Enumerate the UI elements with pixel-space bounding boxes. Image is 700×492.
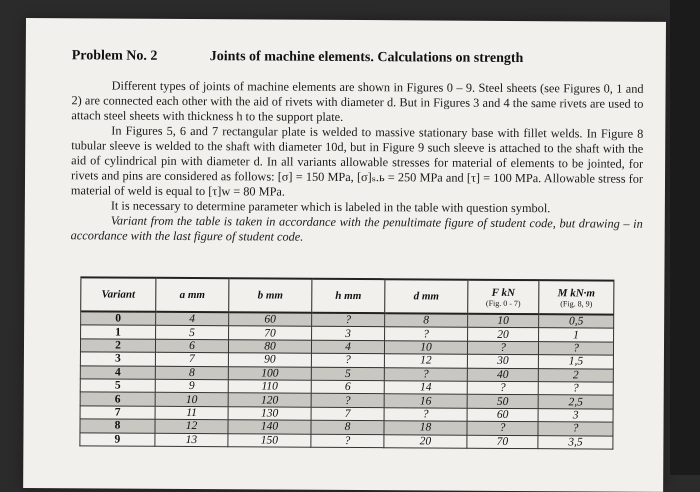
col-f: F kN (Fig. 0 - 7) <box>468 280 539 314</box>
table-cell: 8 <box>80 419 155 433</box>
table-cell: 140 <box>228 420 311 434</box>
problem-text <box>71 78 644 246</box>
table-cell: 80 <box>228 340 311 354</box>
table-cell: 70 <box>229 326 312 340</box>
paragraph: It is necessary to determine parameter which is labeled in the table with question symbol. <box>110 198 551 216</box>
table-cell: 90 <box>228 353 311 367</box>
table-cell: 8 <box>311 420 384 434</box>
paragraph: Variant from the table is taken in accordance with the penultimate figure of student code, but drawing – in accordance with the last figure of student code. <box>70 213 643 244</box>
background-edge <box>670 0 700 475</box>
table-cell: 10 <box>468 314 539 328</box>
table-cell: 0,5 <box>539 314 614 328</box>
table-cell: ? <box>311 434 384 448</box>
table-cell: 1 <box>81 325 156 339</box>
table-cell: 3 <box>80 352 155 366</box>
table-cell: 8 <box>385 313 468 327</box>
paragraph: In Figures 5, 6 and 7 rectangular plate is welded to massive stationary base with fillet welds. In Figure 8 tubular sleeve is welded to the shaft with diameter 10d, but in Figure 9 such sleeve is attached to the shaft with the aid of cylindrical pin with diameter d. In all variants allowable stresses for material of elements to be jointed, for rivets and pins are considered as follows: [σ] = 150 MPa, [σ]ₛ.ь = 250 MPa and [τ] = 100 MPa. Allowable stress for material of weld is equal to [τ]w = 80 MPa. <box>70 123 644 199</box>
table-cell: 1 <box>539 328 614 342</box>
problem-title: Joints of machine elements. Calculations on strength <box>209 49 524 67</box>
col-h: h mm <box>312 279 385 313</box>
table-cell: 12 <box>155 419 228 433</box>
table-cell: ? <box>467 421 538 435</box>
table-cell: 5 <box>156 326 229 340</box>
table-cell: 7 <box>155 352 228 366</box>
table-cell: 5 <box>311 367 384 381</box>
paper-sheet <box>23 18 666 492</box>
table-cell: ? <box>538 422 613 436</box>
table-cell: 20 <box>468 328 539 342</box>
table-cell: 13 <box>155 433 228 447</box>
table-cell: ? <box>467 341 538 355</box>
table-cell: 4 <box>80 365 155 379</box>
table-cell: 60 <box>229 312 312 326</box>
table-cell: 10 <box>155 393 228 407</box>
col-b: b mm <box>229 278 312 313</box>
table-cell: 40 <box>467 368 538 382</box>
table-header-row <box>81 277 614 314</box>
table-cell: 120 <box>228 393 311 407</box>
table-cell: 30 <box>467 354 538 368</box>
table-cell: 7 <box>311 407 384 421</box>
table-row <box>80 432 613 449</box>
table-cell: 20 <box>384 434 467 448</box>
table-cell: 100 <box>228 366 311 380</box>
table-cell: 60 <box>467 408 538 422</box>
table-cell: 16 <box>384 394 467 408</box>
table-cell: 70 <box>467 435 538 449</box>
col-d: d mm <box>385 279 468 314</box>
table-cell: ? <box>311 353 384 367</box>
paragraph: Different types of joints of machine elements are shown in Figures 0 – 9. Steel sheets (see Figures 0, 1 and 2) are connected each other with the aid of rivets with diameter d. But in Figures 3 and 4 the same rivets are used to attach steel sheets with thickness h to the support plate. <box>71 78 644 124</box>
table-cell: 8 <box>155 366 228 380</box>
table-cell: ? <box>384 407 467 421</box>
table-cell: ? <box>467 381 538 395</box>
table-cell: ? <box>385 327 468 341</box>
table-cell: 3,5 <box>538 435 613 449</box>
table-cell: 2 <box>538 368 613 382</box>
table-cell: 12 <box>384 354 467 368</box>
table-cell: 9 <box>155 379 228 393</box>
col-variant: Variant <box>81 277 156 311</box>
table-cell: 50 <box>467 395 538 409</box>
table-cell: ? <box>384 367 467 381</box>
table-cell: ? <box>311 394 384 408</box>
problem-header <box>71 48 524 67</box>
table-cell: 14 <box>384 381 467 395</box>
table-cell: ? <box>538 341 613 355</box>
table-cell: 18 <box>384 421 467 435</box>
table-cell: 6 <box>80 392 155 406</box>
table-cell: 4 <box>311 340 384 354</box>
table-cell: 11 <box>155 406 228 420</box>
table-cell: 110 <box>228 380 311 394</box>
col-m: M kN·m (Fig. 8, 9) <box>539 280 614 314</box>
table-cell: 6 <box>311 380 384 394</box>
table-cell: 0 <box>81 311 156 325</box>
table-cell: 5 <box>80 379 155 393</box>
table-cell: ? <box>312 313 385 327</box>
col-a: a mm <box>156 278 229 312</box>
table-cell: 6 <box>155 339 228 353</box>
table-cell: 1,5 <box>538 355 613 369</box>
table-cell: 2,5 <box>538 395 613 409</box>
table-cell: 130 <box>228 406 311 420</box>
variant-table <box>79 276 614 449</box>
table-cell: 3 <box>538 408 613 422</box>
table-cell: 150 <box>228 433 311 447</box>
problem-label: Problem No. 2 <box>71 48 158 64</box>
table-cell: ? <box>538 382 613 396</box>
table-cell: 3 <box>312 327 385 341</box>
table-cell: 7 <box>80 406 155 420</box>
table-cell: 9 <box>80 432 155 446</box>
table-cell: 2 <box>80 339 155 353</box>
table-cell: 4 <box>156 312 229 326</box>
table-cell: 10 <box>384 340 467 354</box>
